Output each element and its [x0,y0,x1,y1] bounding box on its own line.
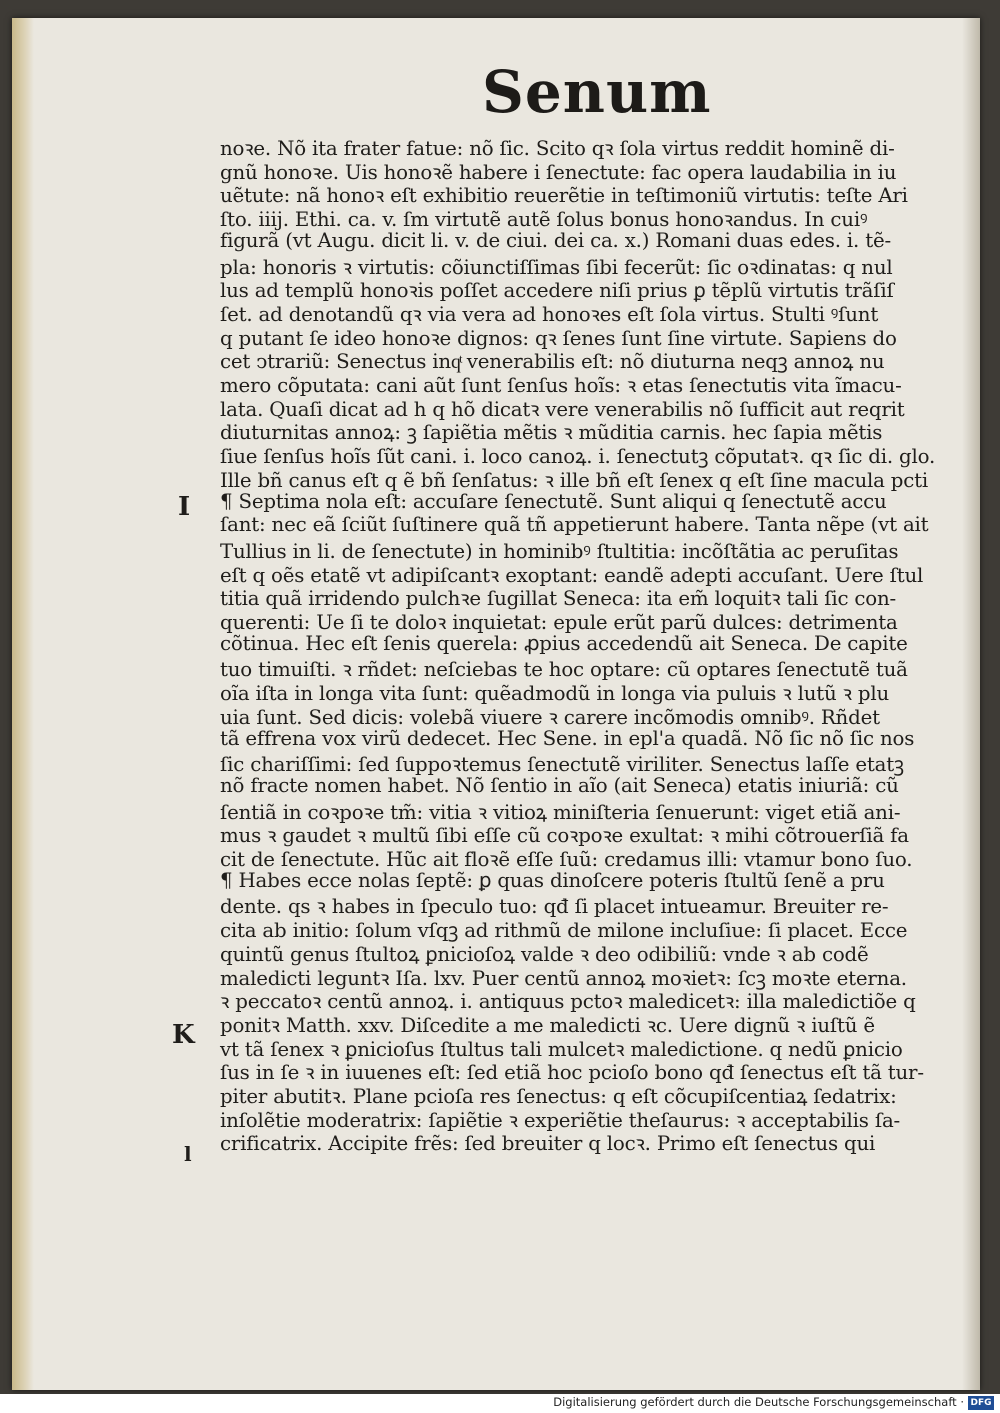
text-line: q putant ſe ideo honoꝛe dignos: qꝛ ſenes ſunt ſine virtute. Sapiens do [220,326,897,350]
text-line: ſiue ſenſus hoĩs ſũt cani. i. loco canoꝝ. i. ſenectutꝫ cõputatꝛ. qꝛ ſic di. glo. [220,445,936,469]
margin-marker-k: K [172,1020,195,1050]
text-line: Tullius in li. de ſenectute) in hominibꝰ ſtultitia: incõſtãtia ac peruſitas [220,539,899,563]
text-line: ꝛ peccatoꝛ centũ annoꝝ. i. antiquus pctoꝛ maledicetꝛ: illa maledictiõe q [220,990,916,1014]
text-line: ¶ Septima nola eſt: accuſare ſenectutẽ. Sunt aliqui q ſenectutẽ accu [220,489,887,513]
text-line: quintũ genus ſtultoꝝ ꝑnicioſoꝝ valde ꝛ deo odibiliũ: vnde ꝛ ab codẽ [220,942,869,966]
margin-marker-l: l [184,1142,192,1166]
text-line: ſet. ad denotandũ qꝛ via vera ad honoꝛes eſt ſola virtus. Stulti ꝰſunt [220,302,879,326]
text-line: eſt q oẽs etatẽ vt adipiſcantꝛ exoptant: eandẽ adepti accuſant. Uere ſtul [220,563,924,587]
scanned-page [12,18,980,1390]
text-line: ſic chariſſimi: ſed ſuppoꝛtemus ſenectutẽ viriliter. Senectus laſſe etatꝫ [220,753,904,777]
text-line: uẽtute: nã honoꝛ eſt exhibitio reuerẽtie in teſtimoniũ virtutis: teſte Ari [220,184,908,208]
funding-credit: Digitalisierung gefördert durch die Deutsche Forschungsgemeinschaft · [553,1395,964,1409]
text-line: vt tã ſenex ꝛ ꝑnicioſus ſtultus tali mulcetꝛ maledictione. q nedũ ꝑnicio [220,1037,903,1061]
page-right-shadow [962,18,980,1390]
text-line: lus ad templũ honoꝛis poſſet accedere niſi prius ꝑ tẽplũ virtutis trãſiſ [220,279,894,303]
text-line: cõtinua. Hec eſt ſenis querela: ꝓpius accedendũ ait Seneca. De capite [220,631,908,655]
text-line: tuo timuiſti. ꝛ rñdet: neſciebas te hoc optare: cũ optares ſenectutẽ tuã [220,658,908,682]
text-line: cet ↄtrariũ: Senectus inqͭ venerabilis eſt: nõ diuturna neqꝫ annoꝝ nu [220,350,885,374]
text-line: dente. qs ꝛ habes in ſpeculo tuo: qđ ſi placet intueamur. Breuiter re- [220,895,889,919]
text-line: figurã (vt Augu. dicit li. v. de ciui. dei ca. x.) Romani duas edes. i. tẽ- [220,228,891,252]
text-line: pla: honoris ꝛ virtutis: cõiunctiſſimas ſibi fecerũt: ſic oꝛdinatas: q nul [220,255,893,279]
margin-marker-i: I [178,492,191,522]
footer-bar [0,1394,1000,1413]
text-line: crificatrix. Accipite frẽs: ſed breuiter q locꝛ. Primo eſt ſenectus qui [220,1132,876,1156]
text-line: ponitꝛ Matth. xxv. Diſcedite a me maledicti ꝛc. Uere dignũ ꝛ iuſtũ ẽ [220,1013,875,1037]
running-header: Senum [482,58,712,126]
text-line: ſant: nec eã ſciũt ſuſtinere quã tñ appetierunt habere. Tanta nẽpe (vt ait [220,513,929,537]
text-line: maledicti leguntꝛ Iſa. lxv. Puer centũ annoꝝ moꝛietꝛ: ſcꝫ moꝛte eterna. [220,966,907,990]
text-line: oĩa iſta in longa vita ſunt: quẽadmodũ in longa via puluis ꝛ lutũ ꝛ plu [220,682,890,706]
text-line: ¶ Habes ecce nolas ſeptẽ: ꝑ quas dinoſcere poteris ſtultũ ſenẽ a pru [220,868,885,892]
text-line: uia ſunt. Sed dicis: volebã viuere ꝛ carere incõmodis omnibꝰ. Rñdet [220,705,880,729]
text-line: noꝛe. Nõ ita frater fatue: nõ ſic. Scito qꝛ ſola virtus reddit hominẽ di- [220,137,895,160]
text-line: gnũ honoꝛe. Uis honoꝛẽ habere i ſenectute: fac opera laudabilia in iu [220,160,897,184]
dfg-logo-icon: DFG [968,1396,994,1410]
text-line: Ille bñ canus eſt q ẽ bñ ſenſatus: ꝛ ille bñ eſt ſenex q eſt ſine macula pcti [220,468,929,492]
text-line: cit de ſenectute. Hũc ait floꝛẽ eſſe ſuũ: credamus illi: vtamur bono ſuo. [220,848,913,871]
text-line: nõ fracte nomen habet. Nõ ſentio in aĩo (ait Seneca) etatis iniuriã: cũ [220,773,899,797]
text-line: querenti: Ue ſi te doloꝛ inquietat: epule erũt parũ dulces: detrimenta [220,611,898,634]
text-line: piter abutitꝛ. Plane pcioſa res ſenectus: q eſt cõcupiſcentiaꝝ ſedatrix: [220,1085,897,1108]
text-line: ſus in ſe ꝛ in iuuenes eſt: ſed etiã hoc pcioſo bono qđ ſenectus eſt tã tur- [220,1061,924,1085]
page-gutter-edge [12,18,34,1390]
text-line: ſentiã in coꝛpoꝛe tm̃: vitia ꝛ vitioꝝ miniſteria ſenuerunt: viget etiã ani- [220,800,901,824]
text-line: inſolẽtie moderatrix: ſapiẽtie ꝛ experiẽtie theſaurus: ꝛ acceptabilis ſa- [220,1108,901,1132]
text-line: lata. Quaſi dicat ad h q hõ dicatꝛ vere venerabilis nõ ſufficit aut reqrit [220,397,905,421]
text-line: titia quã irridendo pulchꝛe ſugillat Seneca: ita em̃ loquitꝛ tali ſic con- [220,587,897,611]
text-line: mero cõputata: cani aũt ſunt ſenſus hoĩs: ꝛ etas ſenectutis vita ĩmacu- [220,374,902,397]
text-line: ſto. iiij. Ethi. ca. v. ſm virtutẽ autẽ ſolus bonus honoꝛandus. In cuiꝰ [220,208,868,232]
text-line: mus ꝛ gaudet ꝛ multũ ſibi eſſe cũ coꝛpoꝛe exultat: ꝛ mihi cõtrouerſiã fa [220,824,909,848]
text-line: diuturnitas annoꝝ: ꝫ ſapiẽtia mẽtis ꝛ mũditia carnis. hec ſapia mẽtis [220,421,883,445]
text-line: cita ab initio: ſolum vſqꝫ ad rithmũ de milone incluſiue: ſi placet. Ecce [220,919,908,943]
text-line: tã effrena vox virũ dedecet. Hec Sene. in epl'a quadã. Nõ ſic nõ ſic nos [220,726,915,750]
